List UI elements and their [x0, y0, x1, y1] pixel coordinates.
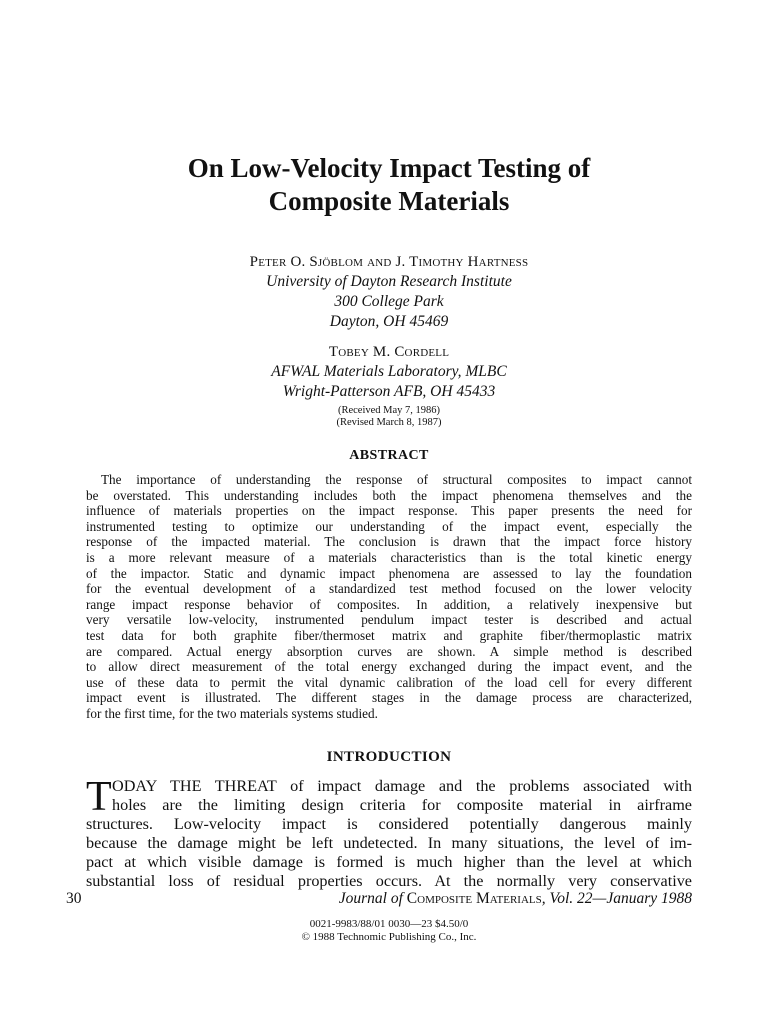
submission-dates	[86, 405, 692, 429]
journal-volume-date: , Vol. 22—January 1988	[541, 890, 692, 907]
journal-citation	[339, 890, 692, 908]
paper-title	[86, 152, 692, 218]
address-1: 300 College Park	[334, 293, 444, 310]
city-2: Wright-Patterson AFB, OH 45433	[282, 383, 496, 400]
affiliation-1: University of Dayton Research Institute	[266, 273, 512, 290]
copyright-block	[86, 918, 692, 944]
author-name-2: Tobey M. Cordell	[328, 344, 450, 360]
affiliation-2: AFWAL Materials Laboratory, MLBC	[271, 363, 507, 380]
city-1: Dayton, OH 45469	[329, 313, 449, 330]
abstract-line: influence of materials properties on the impact response. This paper presents the need for	[86, 503, 692, 519]
drop-cap: T	[86, 774, 112, 820]
revised-date: (Revised March 8, 1987)	[336, 417, 442, 428]
abstract-line: test data for both graphite fiber/thermoset matrix and graphite fiber/thermoplastic matrix	[86, 627, 692, 643]
abstract-line: be overstated. This understanding includes both the impact phenomena themselves and the	[86, 487, 692, 503]
abstract-line: of the impactor. Static and dynamic impact phenomena are assessed to lay the foundation	[86, 565, 692, 581]
introduction-body	[86, 774, 692, 891]
abstract-line: use of these data to permit the vital dynamic calibration of the load cell for every different	[86, 674, 692, 690]
intro-line: ODAY THE THREAT of impact damage and the problems associated with	[112, 777, 692, 795]
abstract-heading: ABSTRACT	[349, 448, 429, 463]
abstract-line: is a more relevant measure of a materials characteristics than is the total kinetic energy	[86, 549, 692, 565]
abstract-line: response of the impacted material. The conclusion is drawn that the impact force history	[86, 534, 692, 550]
abstract-line: impact event is illustrated. The different stages in the damage process are characterized,	[86, 690, 692, 706]
abstract-line: The importance of understanding the response of structural composites to impact cannot	[101, 472, 692, 487]
author-block-2	[86, 342, 692, 402]
author-block-1	[86, 252, 692, 332]
abstract-line: to allow direct measurement of the total energy exchanged during the impact event, and the	[86, 659, 692, 675]
abstract-line: for the eventual development of a standardized test method focused on the lower velocity	[86, 581, 692, 597]
paper-page	[66, 0, 692, 1024]
title-line-2: Composite Materials	[268, 186, 510, 216]
intro-line: structures. Low-velocity impact is considered potentially dangerous mainly	[86, 815, 692, 833]
abstract-line: are compared. Actual energy absorption curves are shown. A simple method is described	[86, 643, 692, 659]
received-date: (Received May 7, 1986)	[337, 405, 441, 416]
intro-line: pact at which visible damage is formed is much higher than the level at which	[86, 853, 692, 871]
title-line-1: On Low-Velocity Impact Testing of	[187, 153, 591, 183]
author-names: Peter O. Sjöblom and J. Timothy Hartness	[249, 254, 529, 270]
page-number: 30	[66, 890, 82, 907]
journal-name: Composite Materials	[406, 890, 542, 907]
abstract-line: for the first time, for the two materials systems studied.	[86, 705, 378, 721]
copyright-notice: © 1988 Technomic Publishing Co., Inc.	[301, 931, 477, 943]
intro-line: holes are the limiting design criteria for composite material in airframe	[112, 796, 692, 814]
introduction-heading: INTRODUCTION	[326, 749, 452, 765]
abstract-line: range impact response behavior of composites. In addition, a relatively inexpensive but	[86, 596, 692, 612]
abstract-line: very versatile low-velocity, instrumented pendulum impact tester is described and actual	[86, 612, 692, 628]
article-code: 0021-9983/88/01 0030—23 $4.50/0	[309, 918, 469, 930]
abstract-line: instrumented testing to optimize our understanding of the impact event, especially the	[86, 518, 692, 534]
intro-line: substantial loss of residual properties occurs. At the normally very conservative	[86, 872, 692, 890]
intro-line: because the damage might be left undetected. In many situations, the level of im-	[86, 834, 692, 852]
abstract-body	[86, 472, 692, 722]
journal-prefix: Journal of	[338, 890, 407, 907]
